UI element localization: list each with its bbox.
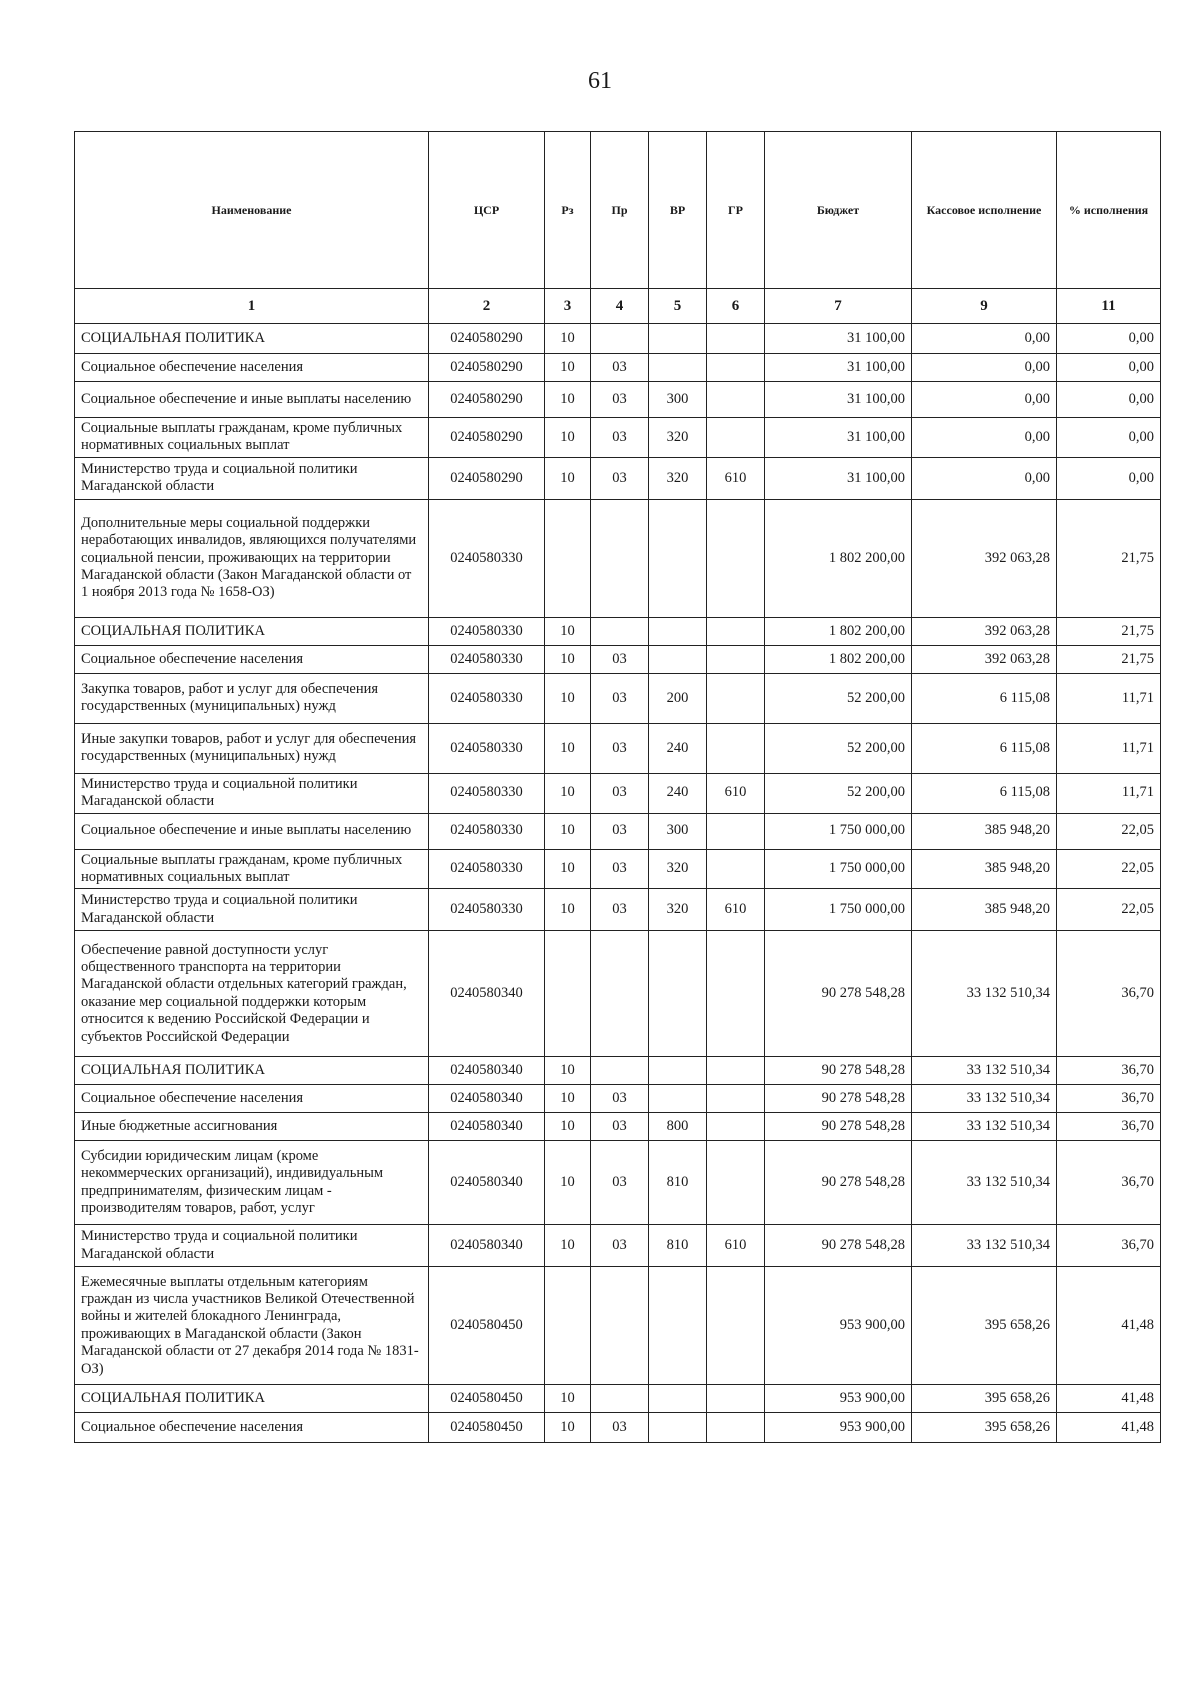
cell-vr [649, 324, 707, 354]
cell-pr [591, 499, 649, 617]
cell-cash: 33 132 510,34 [912, 1113, 1057, 1141]
cell-name: Министерство труда и социальной политики Магаданской области [75, 1225, 429, 1267]
cell-gr [707, 723, 765, 773]
table-row [75, 324, 1161, 354]
cell-name: Субсидии юридическим лицам (кроме некоммерческих организаций), индивидуальным предпринимателям, физическим лицам - производителям товаров, работ, услуг [75, 1141, 429, 1225]
cell-rz: 10 [545, 418, 591, 458]
cell-rz: 10 [545, 645, 591, 673]
cell-rz: 10 [545, 324, 591, 354]
cell-cash: 0,00 [912, 382, 1057, 418]
cell-name: Социальные выплаты гражданам, кроме публичных нормативных социальных выплат [75, 849, 429, 889]
cell-pct: 0,00 [1057, 457, 1161, 499]
cell-pr: 03 [591, 418, 649, 458]
table-row [75, 1057, 1161, 1085]
cell-budget: 90 278 548,28 [765, 1225, 912, 1267]
cell-cash: 392 063,28 [912, 499, 1057, 617]
cell-csr: 0240580330 [429, 723, 545, 773]
cell-csr: 0240580340 [429, 931, 545, 1057]
cell-gr [707, 354, 765, 382]
column-number: 4 [591, 289, 649, 324]
cell-vr [649, 1085, 707, 1113]
cell-csr: 0240580340 [429, 1141, 545, 1225]
cell-gr: 610 [707, 1225, 765, 1267]
table-row [75, 1413, 1161, 1443]
cell-pr: 03 [591, 1141, 649, 1225]
table-row [75, 1225, 1161, 1267]
cell-pct: 36,70 [1057, 1141, 1161, 1225]
cell-name: Социальное обеспечение населения [75, 1413, 429, 1443]
cell-gr [707, 1085, 765, 1113]
cell-rz: 10 [545, 382, 591, 418]
cell-cash: 6 115,08 [912, 773, 1057, 813]
cell-pr [591, 324, 649, 354]
column-number: 1 [75, 289, 429, 324]
cell-budget: 31 100,00 [765, 457, 912, 499]
cell-csr: 0240580290 [429, 457, 545, 499]
cell-cash: 385 948,20 [912, 889, 1057, 931]
cell-budget: 52 200,00 [765, 673, 912, 723]
table-row [75, 382, 1161, 418]
cell-gr [707, 499, 765, 617]
column-number: 2 [429, 289, 545, 324]
cell-gr [707, 849, 765, 889]
cell-rz [545, 499, 591, 617]
cell-vr: 320 [649, 849, 707, 889]
cell-csr: 0240580330 [429, 617, 545, 645]
cell-pct: 21,75 [1057, 499, 1161, 617]
cell-vr [649, 1413, 707, 1443]
header-cell-pct: % исполнения [1057, 132, 1161, 289]
cell-csr: 0240580290 [429, 324, 545, 354]
cell-budget: 31 100,00 [765, 354, 912, 382]
cell-csr: 0240580290 [429, 354, 545, 382]
cell-cash: 0,00 [912, 324, 1057, 354]
header-row [75, 132, 1161, 289]
table-row [75, 849, 1161, 889]
cell-pr: 03 [591, 773, 649, 813]
cell-csr: 0240580330 [429, 889, 545, 931]
cell-vr [649, 354, 707, 382]
cell-gr: 610 [707, 889, 765, 931]
cell-pct: 22,05 [1057, 813, 1161, 849]
table-row [75, 1085, 1161, 1113]
cell-pct: 21,75 [1057, 617, 1161, 645]
cell-rz: 10 [545, 1225, 591, 1267]
cell-csr: 0240580290 [429, 418, 545, 458]
header-cell-cash: Кассовое исполнение [912, 132, 1057, 289]
cell-vr: 800 [649, 1113, 707, 1141]
cell-rz: 10 [545, 1085, 591, 1113]
cell-rz: 10 [545, 617, 591, 645]
column-number: 11 [1057, 289, 1161, 324]
cell-vr [649, 931, 707, 1057]
cell-csr: 0240580330 [429, 673, 545, 723]
cell-csr: 0240580330 [429, 773, 545, 813]
cell-cash: 33 132 510,34 [912, 1225, 1057, 1267]
cell-gr [707, 1267, 765, 1385]
table-row [75, 645, 1161, 673]
cell-cash: 0,00 [912, 354, 1057, 382]
column-number-row [75, 289, 1161, 324]
cell-name: Социальное обеспечение населения [75, 1085, 429, 1113]
cell-pr [591, 1385, 649, 1413]
cell-vr: 240 [649, 773, 707, 813]
cell-vr: 300 [649, 813, 707, 849]
table-row [75, 354, 1161, 382]
cell-gr [707, 1057, 765, 1085]
cell-name: СОЦИАЛЬНАЯ ПОЛИТИКА [75, 324, 429, 354]
cell-vr: 320 [649, 418, 707, 458]
cell-pr: 03 [591, 849, 649, 889]
cell-rz: 10 [545, 457, 591, 499]
cell-name: СОЦИАЛЬНАЯ ПОЛИТИКА [75, 617, 429, 645]
cell-budget: 90 278 548,28 [765, 1141, 912, 1225]
cell-rz: 10 [545, 673, 591, 723]
cell-budget: 31 100,00 [765, 418, 912, 458]
cell-cash: 395 658,26 [912, 1267, 1057, 1385]
cell-csr: 0240580450 [429, 1385, 545, 1413]
cell-cash: 385 948,20 [912, 849, 1057, 889]
table-row [75, 499, 1161, 617]
header-cell-budget: Бюджет [765, 132, 912, 289]
cell-pr: 03 [591, 889, 649, 931]
cell-rz: 10 [545, 1413, 591, 1443]
cell-pr: 03 [591, 1225, 649, 1267]
cell-vr: 300 [649, 382, 707, 418]
cell-pct: 36,70 [1057, 931, 1161, 1057]
cell-gr [707, 324, 765, 354]
cell-cash: 395 658,26 [912, 1413, 1057, 1443]
cell-vr: 810 [649, 1141, 707, 1225]
cell-cash: 6 115,08 [912, 723, 1057, 773]
cell-name: Социальное обеспечение и иные выплаты населению [75, 382, 429, 418]
cell-rz [545, 1267, 591, 1385]
cell-gr [707, 382, 765, 418]
cell-gr [707, 673, 765, 723]
column-number: 7 [765, 289, 912, 324]
cell-gr [707, 617, 765, 645]
table-row [75, 723, 1161, 773]
cell-csr: 0240580340 [429, 1057, 545, 1085]
column-number: 9 [912, 289, 1057, 324]
page-number: 61 [588, 68, 612, 94]
header-cell-csr: ЦСР [429, 132, 545, 289]
cell-csr: 0240580330 [429, 645, 545, 673]
table-row [75, 418, 1161, 458]
cell-budget: 90 278 548,28 [765, 1113, 912, 1141]
cell-name: Министерство труда и социальной политики Магаданской области [75, 773, 429, 813]
cell-pct: 11,71 [1057, 673, 1161, 723]
cell-cash: 392 063,28 [912, 617, 1057, 645]
cell-cash: 33 132 510,34 [912, 1141, 1057, 1225]
cell-name: Социальные выплаты гражданам, кроме публичных нормативных социальных выплат [75, 418, 429, 458]
cell-vr: 320 [649, 889, 707, 931]
cell-cash: 33 132 510,34 [912, 1057, 1057, 1085]
cell-cash: 385 948,20 [912, 813, 1057, 849]
cell-pct: 11,71 [1057, 723, 1161, 773]
cell-pct: 36,70 [1057, 1113, 1161, 1141]
cell-pct: 11,71 [1057, 773, 1161, 813]
cell-budget: 90 278 548,28 [765, 931, 912, 1057]
header-cell-name: Наименование [75, 132, 429, 289]
cell-pct: 0,00 [1057, 324, 1161, 354]
cell-pr [591, 931, 649, 1057]
cell-csr: 0240580330 [429, 499, 545, 617]
header-cell-vr: ВР [649, 132, 707, 289]
cell-name: Иные бюджетные ассигнования [75, 1113, 429, 1141]
cell-csr: 0240580340 [429, 1085, 545, 1113]
cell-name: Дополнительные меры социальной поддержки неработающих инвалидов, являющихся получателями социальной пенсии, проживающих на территории Магаданской области (Закон Магаданской области от 1 ноября 2013 года № 1658-ОЗ) [75, 499, 429, 617]
cell-budget: 1 802 200,00 [765, 617, 912, 645]
cell-pr [591, 1267, 649, 1385]
cell-budget: 31 100,00 [765, 324, 912, 354]
table-row [75, 1113, 1161, 1141]
cell-budget: 1 750 000,00 [765, 813, 912, 849]
header-cell-rz: Рз [545, 132, 591, 289]
table-row [75, 813, 1161, 849]
cell-gr [707, 813, 765, 849]
cell-budget: 1 750 000,00 [765, 889, 912, 931]
cell-gr [707, 931, 765, 1057]
cell-vr: 240 [649, 723, 707, 773]
cell-budget: 953 900,00 [765, 1413, 912, 1443]
cell-gr: 610 [707, 457, 765, 499]
cell-cash: 33 132 510,34 [912, 1085, 1057, 1113]
table-row [75, 1385, 1161, 1413]
cell-pct: 36,70 [1057, 1057, 1161, 1085]
cell-pr: 03 [591, 813, 649, 849]
cell-name: Министерство труда и социальной политики Магаданской области [75, 889, 429, 931]
cell-rz: 10 [545, 813, 591, 849]
cell-rz [545, 931, 591, 1057]
table-row [75, 673, 1161, 723]
cell-vr: 810 [649, 1225, 707, 1267]
cell-name: Иные закупки товаров, работ и услуг для обеспечения государственных (муниципальных) нужд [75, 723, 429, 773]
cell-name: Обеспечение равной доступности услуг общественного транспорта на территории Магаданской области отдельных категорий граждан, оказание мер социальной поддержки которым относится к ведению Российской Федерации и субъектов Российской Федерации [75, 931, 429, 1057]
cell-pr [591, 1057, 649, 1085]
cell-cash: 392 063,28 [912, 645, 1057, 673]
cell-budget: 90 278 548,28 [765, 1057, 912, 1085]
cell-cash: 0,00 [912, 457, 1057, 499]
cell-budget: 31 100,00 [765, 382, 912, 418]
cell-csr: 0240580340 [429, 1113, 545, 1141]
cell-cash: 33 132 510,34 [912, 931, 1057, 1057]
cell-pct: 0,00 [1057, 354, 1161, 382]
table-row [75, 773, 1161, 813]
cell-gr: 610 [707, 773, 765, 813]
cell-name: Министерство труда и социальной политики Магаданской области [75, 457, 429, 499]
cell-csr: 0240580330 [429, 813, 545, 849]
cell-budget: 52 200,00 [765, 773, 912, 813]
cell-name: Социальное обеспечение населения [75, 354, 429, 382]
cell-gr [707, 418, 765, 458]
budget-execution-table [74, 131, 1161, 1443]
cell-csr: 0240580330 [429, 849, 545, 889]
cell-gr [707, 1141, 765, 1225]
cell-rz: 10 [545, 849, 591, 889]
cell-vr [649, 499, 707, 617]
cell-rz: 10 [545, 1113, 591, 1141]
cell-gr [707, 1385, 765, 1413]
cell-pr: 03 [591, 645, 649, 673]
header-cell-gr: ГР [707, 132, 765, 289]
cell-pr: 03 [591, 457, 649, 499]
cell-pr: 03 [591, 1113, 649, 1141]
cell-pct: 41,48 [1057, 1267, 1161, 1385]
table-body [75, 324, 1161, 1443]
cell-rz: 10 [545, 1141, 591, 1225]
cell-csr: 0240580290 [429, 382, 545, 418]
cell-pct: 36,70 [1057, 1085, 1161, 1113]
cell-pct: 41,48 [1057, 1413, 1161, 1443]
table-row [75, 617, 1161, 645]
cell-csr: 0240580340 [429, 1225, 545, 1267]
cell-gr [707, 645, 765, 673]
cell-gr [707, 1113, 765, 1141]
cell-name: Социальное обеспечение населения [75, 645, 429, 673]
cell-pr: 03 [591, 673, 649, 723]
cell-pr [591, 617, 649, 645]
cell-cash: 6 115,08 [912, 673, 1057, 723]
table-row [75, 889, 1161, 931]
cell-vr [649, 1057, 707, 1085]
cell-vr: 320 [649, 457, 707, 499]
cell-pct: 0,00 [1057, 418, 1161, 458]
cell-pct: 36,70 [1057, 1225, 1161, 1267]
cell-name: СОЦИАЛЬНАЯ ПОЛИТИКА [75, 1385, 429, 1413]
cell-csr: 0240580450 [429, 1413, 545, 1443]
cell-cash: 395 658,26 [912, 1385, 1057, 1413]
cell-cash: 0,00 [912, 418, 1057, 458]
cell-rz: 10 [545, 1057, 591, 1085]
table-row [75, 1141, 1161, 1225]
cell-rz: 10 [545, 1385, 591, 1413]
cell-rz: 10 [545, 773, 591, 813]
cell-pr: 03 [591, 382, 649, 418]
cell-pr: 03 [591, 1413, 649, 1443]
cell-budget: 953 900,00 [765, 1385, 912, 1413]
cell-budget: 1 802 200,00 [765, 499, 912, 617]
cell-rz: 10 [545, 889, 591, 931]
cell-vr [649, 617, 707, 645]
cell-name: СОЦИАЛЬНАЯ ПОЛИТИКА [75, 1057, 429, 1085]
table-row [75, 1267, 1161, 1385]
cell-budget: 52 200,00 [765, 723, 912, 773]
cell-vr: 200 [649, 673, 707, 723]
cell-vr [649, 645, 707, 673]
column-number: 6 [707, 289, 765, 324]
cell-name: Социальное обеспечение и иные выплаты населению [75, 813, 429, 849]
cell-budget: 90 278 548,28 [765, 1085, 912, 1113]
cell-rz: 10 [545, 354, 591, 382]
cell-budget: 1 802 200,00 [765, 645, 912, 673]
cell-rz: 10 [545, 723, 591, 773]
cell-pct: 21,75 [1057, 645, 1161, 673]
cell-vr [649, 1267, 707, 1385]
cell-budget: 1 750 000,00 [765, 849, 912, 889]
cell-vr [649, 1385, 707, 1413]
cell-name: Закупка товаров, работ и услуг для обеспечения государственных (муниципальных) нужд [75, 673, 429, 723]
cell-gr [707, 1413, 765, 1443]
cell-csr: 0240580450 [429, 1267, 545, 1385]
column-number: 3 [545, 289, 591, 324]
cell-name: Ежемесячные выплаты отдельным категориям граждан из числа участников Великой Отечественной войны и жителей блокадного Ленинграда, проживающих в Магаданской области (Закон Магаданской области от 27 декабря 2014 года № 1831-ОЗ) [75, 1267, 429, 1385]
cell-pct: 22,05 [1057, 889, 1161, 931]
table-row [75, 457, 1161, 499]
cell-pct: 0,00 [1057, 382, 1161, 418]
header-cell-pr: Пр [591, 132, 649, 289]
cell-budget: 953 900,00 [765, 1267, 912, 1385]
table-row [75, 931, 1161, 1057]
cell-pct: 41,48 [1057, 1385, 1161, 1413]
cell-pr: 03 [591, 723, 649, 773]
cell-pct: 22,05 [1057, 849, 1161, 889]
cell-pr: 03 [591, 1085, 649, 1113]
cell-pr: 03 [591, 354, 649, 382]
column-number: 5 [649, 289, 707, 324]
